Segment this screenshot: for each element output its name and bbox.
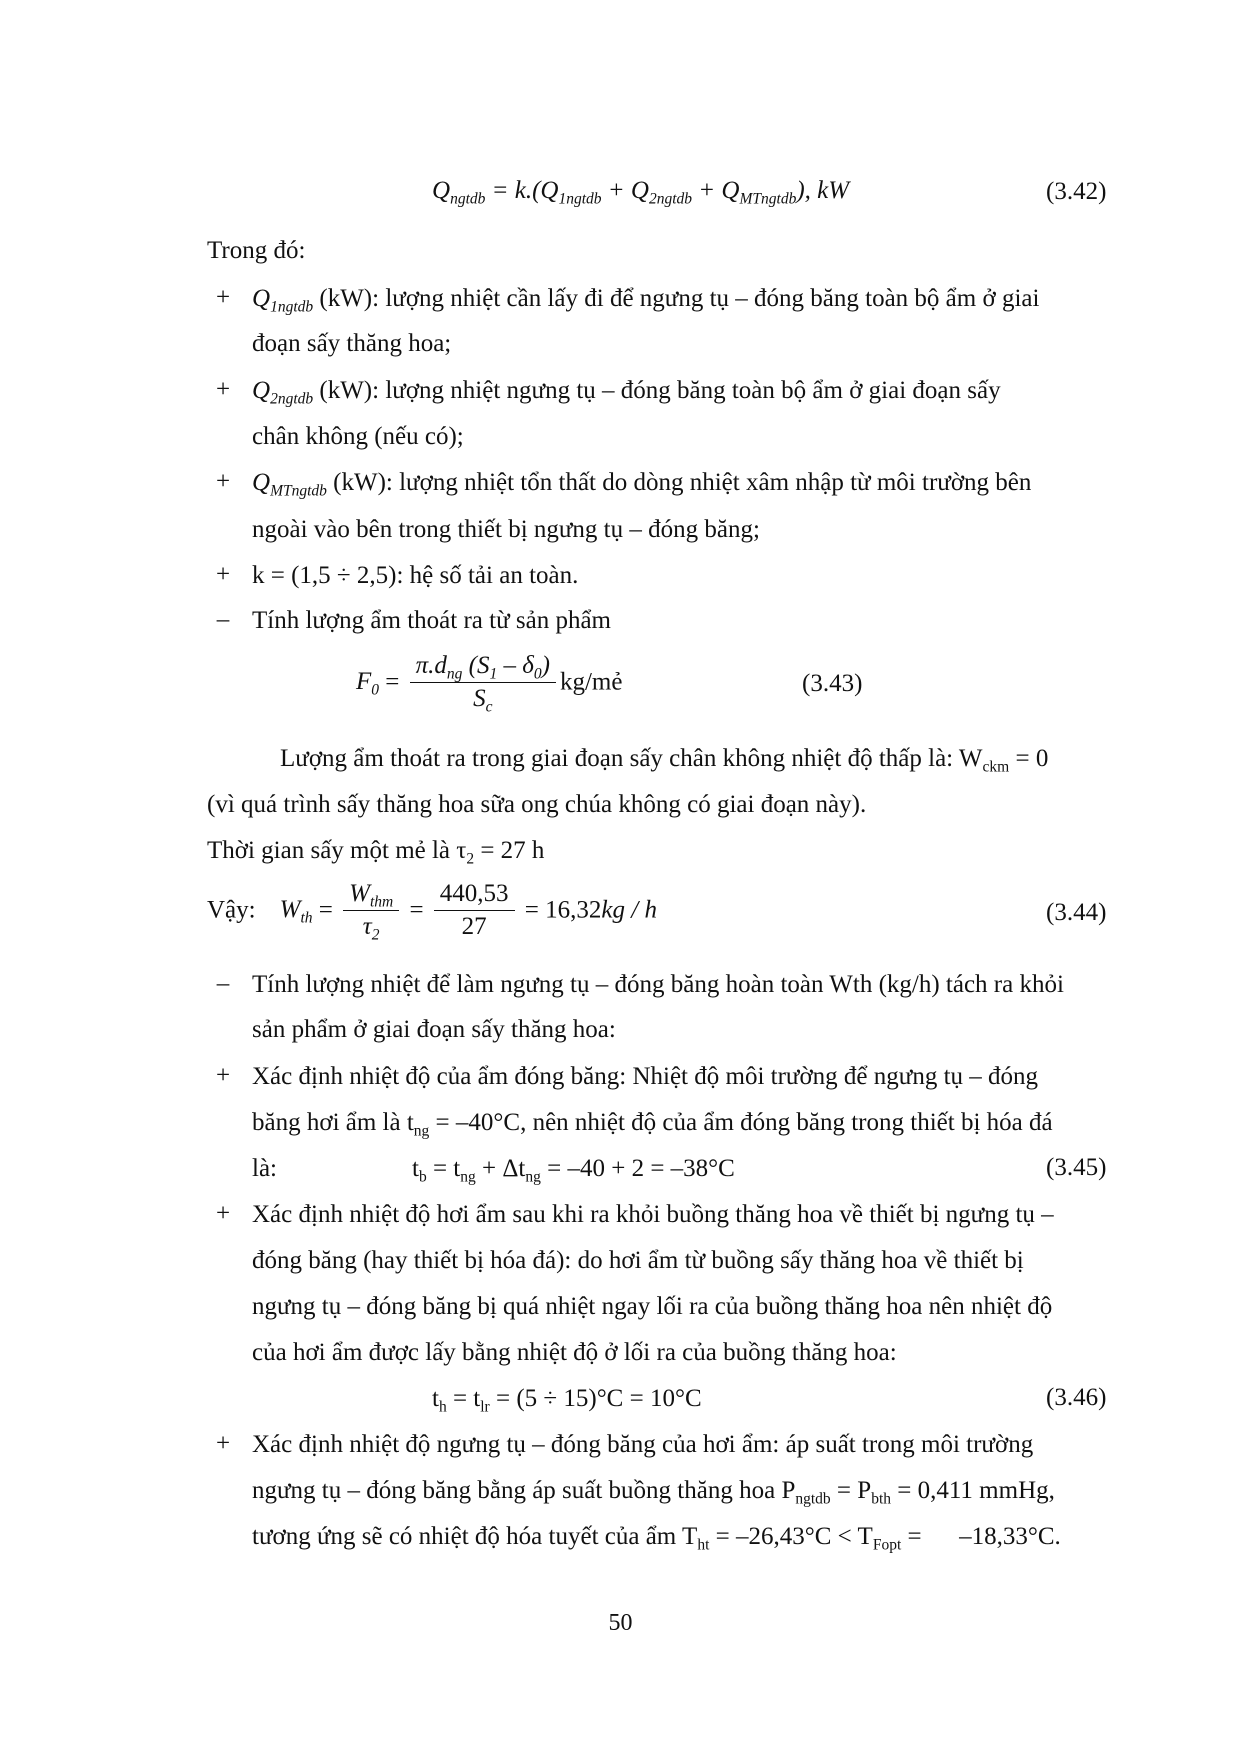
- condensation-temp-line2: ngưng tụ – đóng băng bằng áp suất buồng thăng hoa $P_{ngtdb} = P_{bth} = 0,411$ mmHg,: [252, 1477, 1055, 1508]
- equation-number-3-46: (3.46): [1046, 1384, 1107, 1411]
- definition-q2ngtdb-line1: $Q_{2ngtdb}$ (kW): lượng nhiệt ngưng tụ – đóng băng toàn bộ ẩm ở giai đoạn sấy: [252, 377, 1001, 408]
- bullet-plus: +: [215, 1430, 231, 1457]
- paragraph-wckm-line2: (vì quá trình sấy thăng hoa sữa ong chúa không có giai đoạn này).: [207, 791, 867, 818]
- bullet-plus: +: [215, 1062, 231, 1089]
- equation-3-44: Vậy: $W_{th}$ = $\frac{W_{thm}}{\tau_2}$ = $\frac{440,53}{27}$ = 16,32kg / h: [207, 880, 657, 943]
- vapor-temp-line1: Xác định nhiệt độ hơi ẩm sau khi ra khỏi buồng thăng hoa về thiết bị ngưng tụ –: [252, 1201, 1054, 1228]
- vapor-temp-line3: ngưng tụ – đóng băng bị quá nhiệt ngay lối ra của buồng thăng hoa nên nhiệt độ: [252, 1293, 1053, 1320]
- drying-time-text: Thời gian sấy một mẻ là $\tau_2 = 27$ h: [207, 837, 545, 868]
- bullet-plus: +: [215, 284, 231, 311]
- equation-3-46: $t_h = t_{lr} = (5 \div 15)^\circ C = 10^\circ C$: [432, 1385, 702, 1416]
- frozen-temp-line2: băng hơi ẩm là $t_{ng} = -40^\circ C$, nên nhiệt độ của ẩm đóng băng trong thiết bị hóa đá: [252, 1109, 1053, 1140]
- definition-q1ngtdb-line1: $Q_{1ngtdb}$ (kW): lượng nhiệt cần lấy đi để ngưng tụ – đóng băng toàn bộ ẩm ở giai: [252, 285, 1040, 316]
- bullet-plus: +: [215, 376, 231, 403]
- definition-k: k = (1,5 ÷ 2,5): hệ số tải an toàn.: [252, 562, 579, 589]
- equation-number-3-44: (3.44): [1046, 899, 1107, 926]
- condensation-temp-line3: tương ứng sẽ có nhiệt độ hóa tuyết của ẩm $T_{ht} = -26,43^\circ C < T_{Fopt}$ = –18,33°C.: [252, 1523, 1061, 1554]
- definition-qmtngtdb-line1: $Q_{MTngtdb}$ (kW): lượng nhiệt tổn thất do dòng nhiệt xâm nhập từ môi trường bên: [252, 469, 1032, 500]
- condensation-temp-line1: Xác định nhiệt độ ngưng tụ – đóng băng của hơi ẩm: áp suất trong môi trường: [252, 1431, 1034, 1458]
- heat-calc-line2: sản phẩm ở giai đoạn sấy thăng hoa:: [252, 1016, 616, 1043]
- equation-number-3-42: (3.42): [1046, 178, 1107, 205]
- equation-3-43: $F_0$ = $\frac{\pi.d_{ng} (S_1 - \delta_0)}{S_c}$ kg/mẻ: [356, 652, 623, 715]
- bullet-dash: –: [216, 606, 230, 633]
- vapor-temp-line2: đóng băng (hay thiết bị hóa đá): do hơi ẩm từ buồng sấy thăng hoa về thiết bị: [252, 1247, 1024, 1274]
- frozen-temp-line3: là:: [252, 1155, 277, 1182]
- definition-q1ngtdb-line2: đoạn sấy thăng hoa;: [252, 330, 452, 357]
- definition-q2ngtdb-line2: chân không (nếu có);: [252, 423, 464, 450]
- equation-3-45: $t_b = t_{ng} + \Delta t_{ng} = -40 + 2 = -38^\circ C$: [412, 1155, 735, 1186]
- page-number: 50: [608, 1610, 633, 1636]
- paragraph-wckm-line1: Lượng ẩm thoát ra trong giai đoạn sấy chân không nhiệt độ thấp là: $W_{ckm} = 0$: [280, 745, 1049, 776]
- equation-3-42: $Q_{ngtdb} = k.(Q_{1ngtdb} + Q_{2ngtdb} + Q_{MTngtdb})$, kW: [432, 177, 850, 208]
- heat-calc-line1: Tính lượng nhiệt để làm ngưng tụ – đóng băng hoàn toàn Wth (kg/h) tách ra khỏi: [252, 971, 1064, 998]
- where-label: Trong đó:: [207, 237, 306, 264]
- frozen-temp-line1: Xác định nhiệt độ của ẩm đóng băng: Nhiệt độ môi trường để ngưng tụ – đóng: [252, 1063, 1039, 1090]
- bullet-plus: +: [215, 1200, 231, 1227]
- moisture-heading: Tính lượng ẩm thoát ra từ sản phẩm: [252, 607, 611, 634]
- definition-qmtngtdb-line2: ngoài vào bên trong thiết bị ngưng tụ – đóng băng;: [252, 516, 760, 543]
- bullet-plus: +: [215, 561, 231, 588]
- equation-number-3-43: (3.43): [802, 670, 863, 697]
- equation-number-3-45: (3.45): [1046, 1154, 1107, 1181]
- bullet-dash: –: [216, 970, 230, 997]
- bullet-plus: +: [215, 468, 231, 495]
- vapor-temp-line4: của hơi ẩm được lấy bằng nhiệt độ ở lối ra của buồng thăng hoa:: [252, 1339, 897, 1366]
